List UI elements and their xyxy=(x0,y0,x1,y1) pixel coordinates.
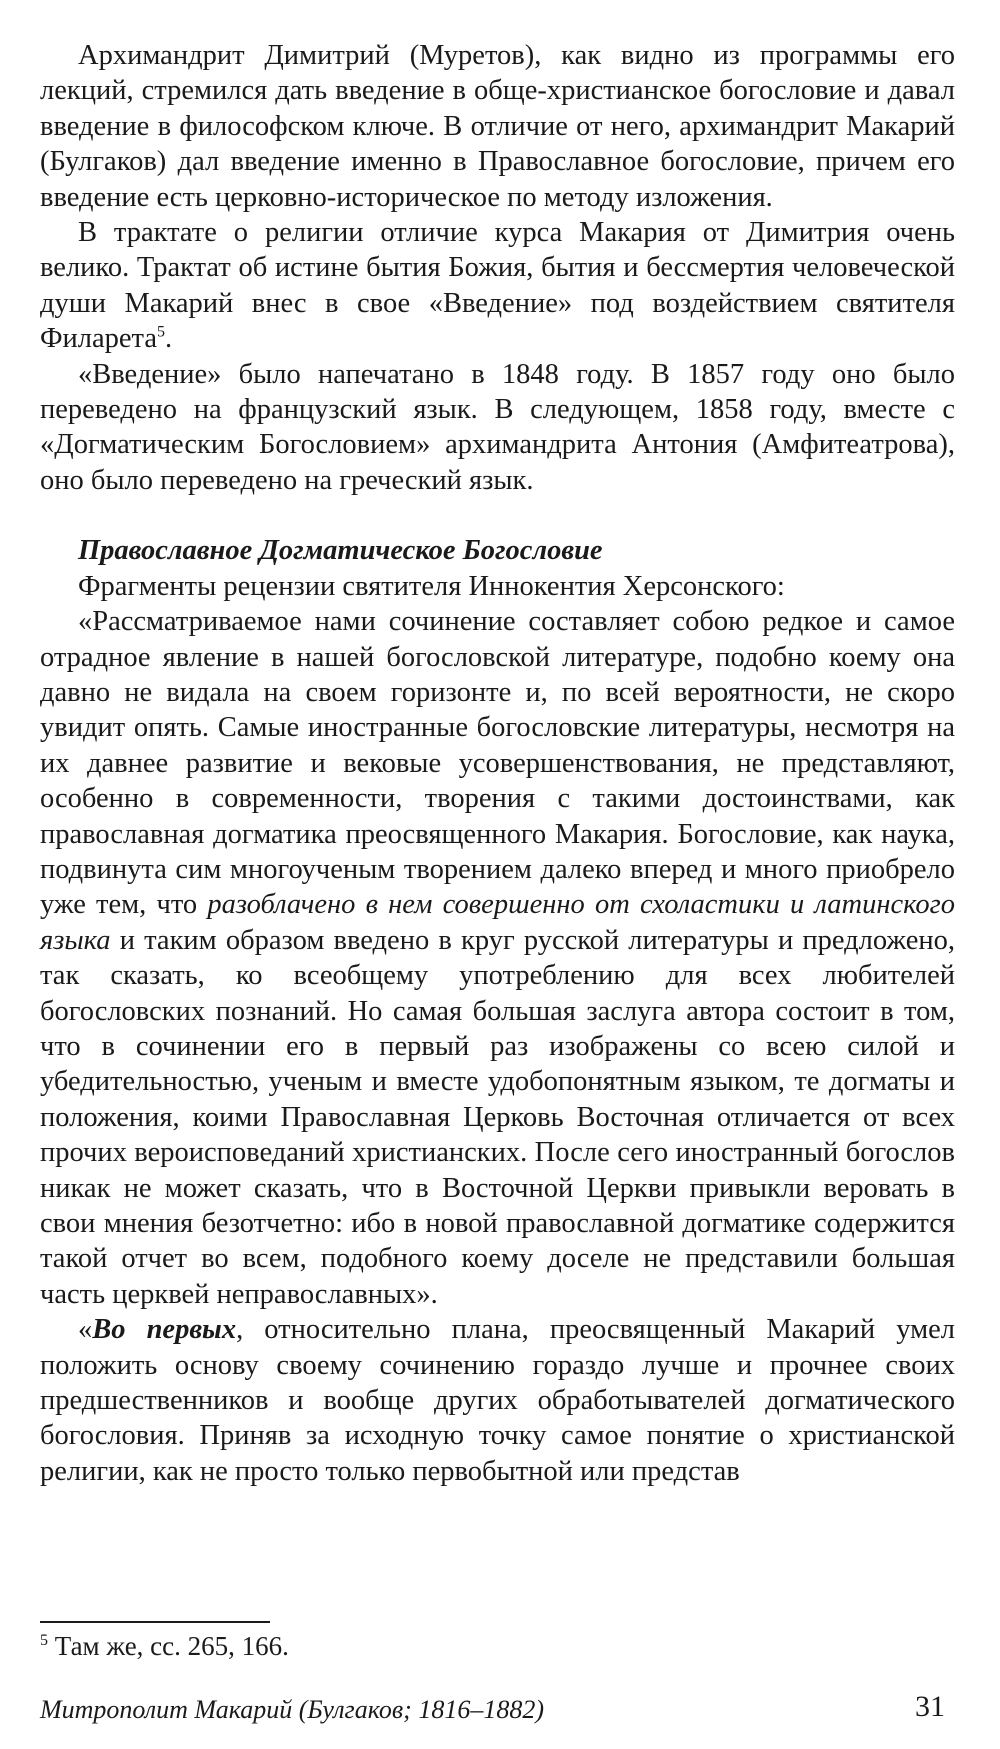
quote-1-text-b: и таким образом введено в круг русской литературы и предложено, так сказать, ко всеобщему употреблению для всех любителей богословских познаний. Но самая большая заслуга автора состоит в том, что в сочинении его в первый раз изображены со всею силой и убедительностью, ученым и вместе удобопонятным языком, те догматы и положения, коими Православная Церковь Восточная отличается от всех прочих вероисповеданий христианских. После сего иностранный богослов никак не может сказать, что в Восточной Церкви привыкли веровать в свои мнения безотчетно: ибо в новой православной догматике содержится такой отчет во всем, подобного коему доселе не представили большая часть церквей неправославных». xyxy=(40,924,955,1310)
quote-paragraph-2 xyxy=(40,1312,955,1489)
quote-2-rest: , относительно плана, преосвященный Макарий умел положить основу своему сочинению гораздо лучше и прочнее своих предшественников и вообще других обработывателей догматического богословия. Приняв за исходную точку самое понятие о христианской религии, как не просто только первобытной или представ xyxy=(40,1314,955,1487)
quote-2-open: « xyxy=(78,1314,93,1346)
paragraph-3: «Введение» было напечатано в 1848 году. В 1857 году оно было переведено на французский язык. В следующем, 1858 году, вместе с «Догматическим Богословием» архимандрита Антония (Амфитеатрова), оно было переведено на греческий язык. xyxy=(40,358,955,496)
main-text xyxy=(40,38,955,1489)
footnote-reference[interactable]: 5 xyxy=(157,323,165,341)
paragraph-2-text: В трактате о религии отличие курса Макария от Димитрия очень велико. Трактат об истине бытия Божия, бытия и бессмертия человеческой души Макарий внес в свое «Введение» под воздействием святителя Филарета xyxy=(40,217,955,355)
section-heading: Православное Догматическое Богословие xyxy=(78,535,603,567)
footnote-text: Там же, сс. 265, 166. xyxy=(48,1631,289,1661)
running-title: Митрополит Макарий (Булгаков; 1816–1882) xyxy=(40,1695,544,1724)
paragraph-2 xyxy=(40,215,955,357)
section-intro: Фрагменты рецензии святителя Иннокентия Херсонского: xyxy=(78,570,785,602)
footnote-divider xyxy=(40,1621,270,1623)
section-gap xyxy=(40,498,955,533)
footnote-number: 5 xyxy=(40,1632,48,1649)
quote-paragraph-1 xyxy=(40,604,955,1312)
quote-1-text-a: «Рассматриваемое нами сочинение составляет собою редкое и самое отрадное явление в нашей богословской литературе, подобно коему она давно не видала на своем горизонте и, по всей вероятности, не скоро увидит опять. Самые иностранные богословские литературы, несмотря на их давнее развитие и вековые усовершенствования, не представляют, особенно в современности, творения с такими достоинствами, как православная догматика преосвященного Макария. Богословие, как наука, подвинута сим многоученым творением далеко вперед и много приобрело уже тем, что xyxy=(40,606,955,921)
quote-2-bold-italic: Во первых xyxy=(92,1314,237,1346)
page-number: 31 xyxy=(915,1690,945,1723)
paragraph-1: Архимандрит Димитрий (Муретов), как видно из программы его лекций, стремился дать введение в обще-христианское богословие и давал введение в философском ключе. В отличие от него, архимандрит Макарий (Булгаков) дал введение именно в Православное богословие, причем его введение есть церковно-историческое по методу изложения. xyxy=(40,40,955,213)
quote-1-italic: разоблачено в нем совершенно от схоластики и латинского языка xyxy=(40,889,955,956)
footnote xyxy=(40,1630,289,1662)
paragraph-2-end: . xyxy=(165,323,173,355)
